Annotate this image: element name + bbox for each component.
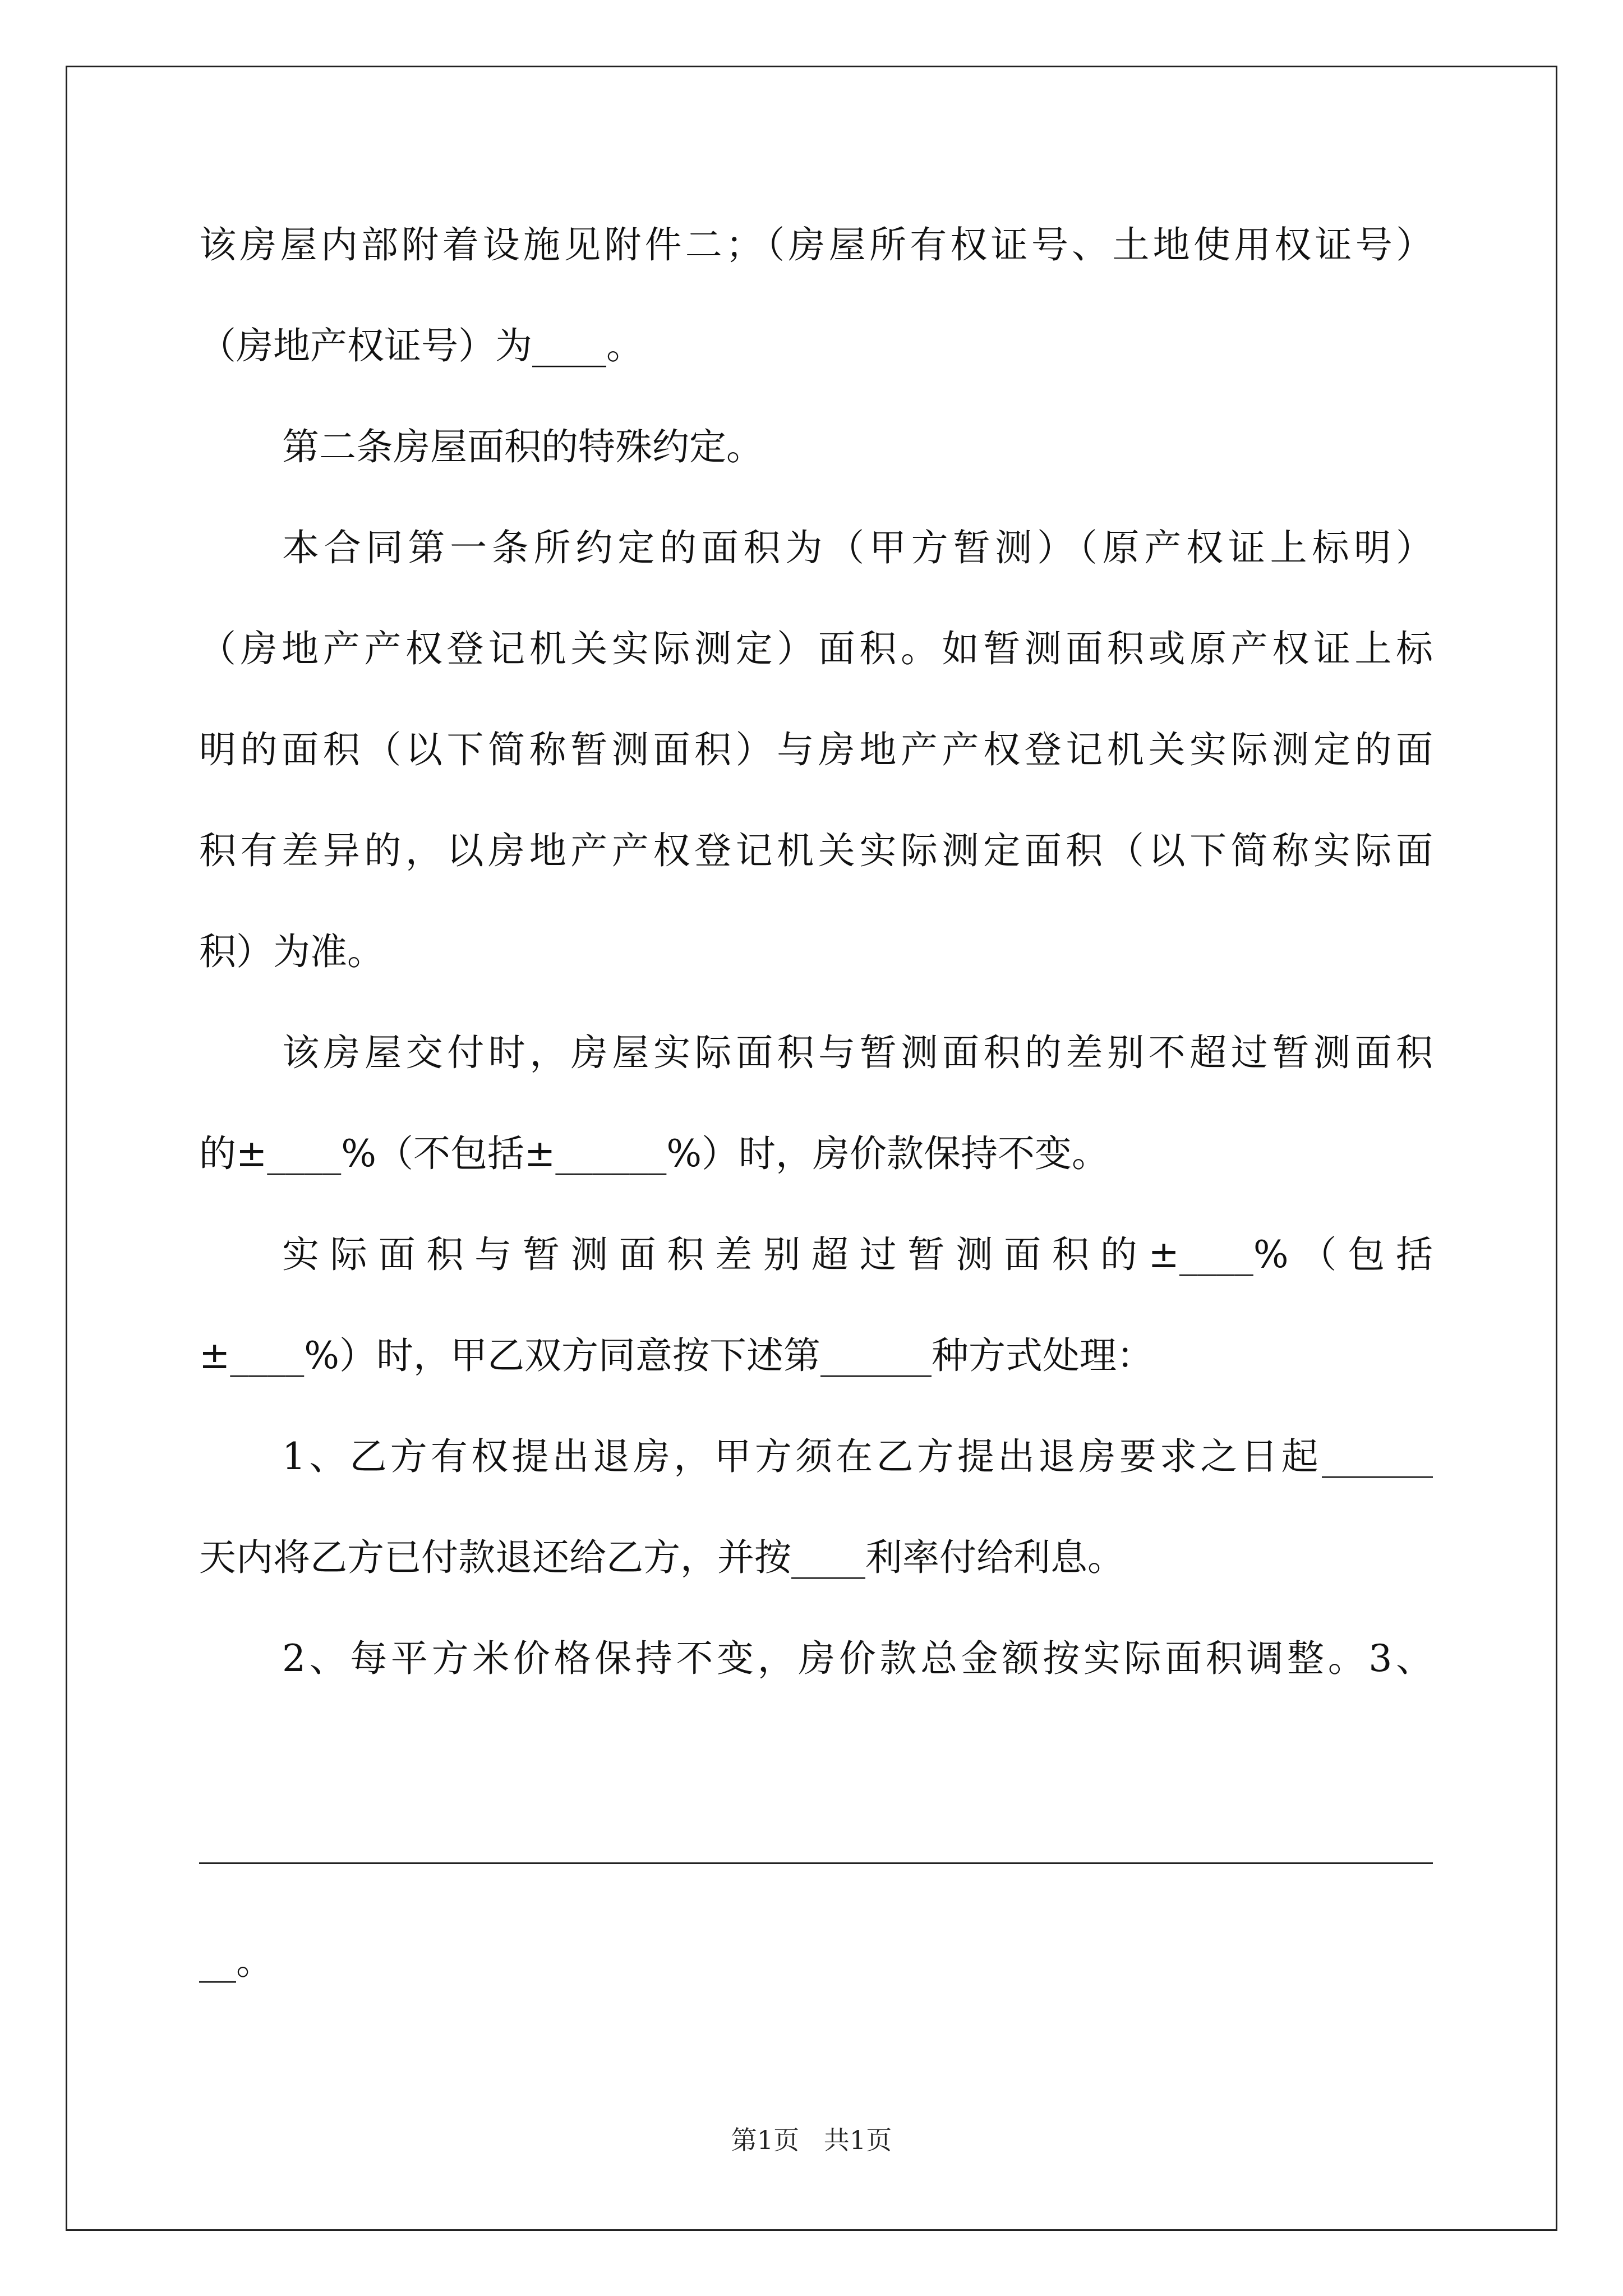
text-line: 1、乙方有权提出退房，甲方须在乙方提出退房要求之日起______ — [282, 1435, 1433, 1478]
text-line: __。 — [199, 1940, 273, 1983]
text-line: 第二条房屋面积的特殊约定。 — [282, 425, 763, 468]
text-line: 积）为准。 — [199, 930, 384, 973]
text-line: ±____%）时，甲乙双方同意按下述第______种方式处理： — [199, 1334, 1154, 1377]
fill-in-blank-line — [199, 1862, 1433, 1864]
text-line: 的±____%（不包括±______%）时，房价款保持不变。 — [199, 1132, 1109, 1175]
text-line: （房地产产权登记机关实际测定）面积。如暂测面积或原产权证上标 — [199, 627, 1433, 670]
text-line: 积有差异的，以房地产产权登记机关实际测定面积（以下简称实际面 — [199, 829, 1433, 872]
text-line: 该房屋交付时，房屋实际面积与暂测面积的差别不超过暂测面积 — [282, 1031, 1433, 1074]
text-line: 明的面积（以下简称暂测面积）与房地产产权登记机关实际测定的面 — [199, 728, 1433, 771]
text-line: 天内将乙方已付款退还给乙方，并按____利率付给利息。 — [199, 1536, 1124, 1579]
text-line: 本合同第一条所约定的面积为（甲方暂测）（原产权证上标明） — [282, 526, 1433, 569]
page-number-footer: 第1页 共1页 — [731, 2125, 892, 2155]
text-line: 2、每平方米价格保持不变，房价款总金额按实际面积调整。3、 — [282, 1637, 1433, 1680]
text-line: 该房屋内部附着设施见附件二；（房屋所有权证号、土地使用权证号） — [199, 223, 1433, 266]
text-line: （房地产权证号）为____。 — [199, 324, 643, 367]
text-line: 实际面积与暂测面积差别超过暂测面积的±____%（包括 — [282, 1233, 1433, 1276]
